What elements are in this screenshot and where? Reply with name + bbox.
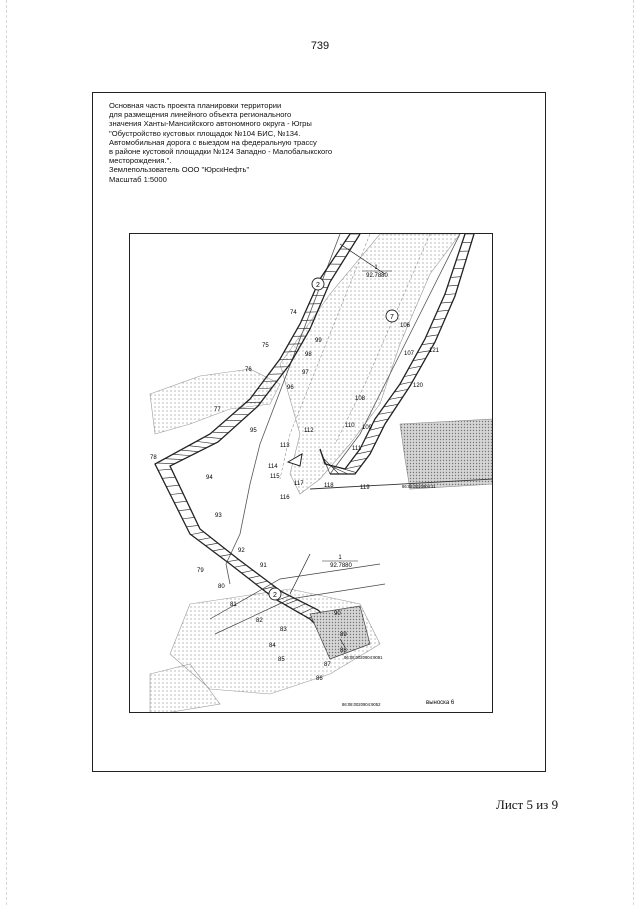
point-label: 96 [287, 385, 294, 391]
point-label: 94 [206, 475, 213, 481]
point-label: 75 [262, 343, 269, 349]
route-tick [158, 469, 171, 470]
point-label: 83 [280, 627, 287, 633]
point-label: 77 [214, 407, 221, 413]
scan-edge-left [6, 0, 7, 905]
point-label: 80 [218, 584, 225, 590]
route-tick [196, 441, 214, 443]
callout-label: выноска 6 [426, 700, 455, 706]
project-header [109, 101, 429, 184]
point-label: 110 [345, 423, 355, 429]
route-tick [453, 268, 463, 269]
route-tick [241, 570, 253, 572]
point-label: 95 [250, 428, 257, 434]
point-label: 98 [305, 352, 312, 358]
point-label: 87 [324, 662, 331, 668]
route-tick [248, 576, 260, 579]
point-label: 111 [352, 446, 362, 452]
point-label: 109 [362, 425, 373, 431]
scan-edge-right [633, 0, 634, 905]
point-label: 120 [413, 383, 424, 389]
point-label: 82 [256, 618, 263, 624]
route-tick [234, 565, 246, 567]
point-label: 85 [278, 657, 285, 663]
header-line: значения Ханты-Мансийского автономного округа - Югры [109, 119, 312, 129]
route-tick [186, 525, 198, 526]
point-label: 116 [280, 495, 290, 501]
point-label: 115 [270, 474, 280, 480]
cadastral-label: 86:08:0020904:9081 [344, 655, 383, 660]
point-label: 86 [316, 676, 323, 682]
circle-marker-label: 7 [390, 314, 394, 321]
point-label: 118 [324, 483, 334, 489]
point-label: 88 [340, 648, 347, 654]
circle-marker-label: 2 [316, 282, 320, 289]
point-label: 113 [280, 443, 290, 449]
header-line: "Обустройство кустовых площадок №104 БИС, №134. [109, 128, 301, 138]
cadastral-label: 86:08:0020904:11 [402, 484, 436, 489]
terrain-area [150, 369, 280, 434]
header-line: для размещения линейного объекта регионального [109, 110, 292, 120]
route-tick [198, 538, 211, 540]
route-tick [422, 343, 435, 345]
route-tick [441, 302, 452, 303]
fraction-numerator: 1 [374, 265, 378, 271]
terrain-area [400, 419, 493, 489]
fraction-denominator: 92.7880 [330, 563, 352, 569]
point-label: 107 [404, 351, 415, 357]
route-tick [430, 327, 442, 329]
route-tick [256, 581, 268, 584]
route-tick [173, 454, 191, 455]
header-line: месторождения.". [109, 156, 172, 166]
land-user: Землепользователь ООО "ЮрскНефть" [109, 165, 250, 175]
point-label: 78 [150, 455, 157, 461]
route-tick [413, 358, 426, 360]
route-tick [227, 560, 239, 562]
point-label: 112 [304, 428, 314, 434]
route-tick [434, 318, 446, 319]
point-label: 114 [268, 464, 278, 470]
point-label: 89 [340, 632, 347, 638]
sheet-number: Лист 5 из 9 [496, 797, 559, 812]
point-label: 84 [269, 643, 276, 649]
point-label: 119 [360, 485, 370, 491]
route-tick [451, 277, 461, 278]
point-label: 81 [230, 602, 237, 608]
point-label: 76 [245, 367, 252, 373]
route-tick [189, 446, 207, 448]
header-line: Основная часть проекта планировки территории [109, 101, 282, 110]
route-tick [426, 335, 438, 337]
point-label: 121 [429, 348, 440, 354]
point-label: 90 [334, 611, 341, 617]
route-tick [205, 543, 218, 545]
circle-marker-label: 2 [273, 592, 277, 599]
point-label: 91 [260, 563, 267, 569]
map-scale: Масштаб 1:5000 [109, 174, 167, 184]
route-tick [445, 294, 456, 295]
route-tick [191, 532, 204, 535]
route-tick [204, 437, 221, 439]
leader-line [290, 554, 310, 594]
route-tick [165, 459, 183, 460]
page-number: 739 [310, 40, 330, 52]
point-label: 99 [315, 338, 322, 344]
point-label: 97 [302, 370, 309, 376]
point-label: 108 [355, 396, 366, 402]
route-tick [448, 285, 459, 286]
fraction-numerator: 1 [338, 555, 342, 561]
point-label: 117 [294, 481, 304, 487]
route-tick [213, 549, 225, 551]
route-tick [178, 509, 190, 510]
planning-map [129, 233, 493, 713]
fraction-denominator: 92.7880 [366, 273, 388, 279]
route-tick [162, 477, 175, 478]
route-tick [182, 517, 194, 518]
point-label: 92 [238, 548, 245, 554]
route-tick [181, 450, 199, 452]
cadastral-label: 86:08:0020904:9052 [342, 702, 381, 707]
drawing-frame [92, 92, 546, 772]
point-label: 93 [215, 513, 222, 519]
point-label: 74 [290, 310, 297, 316]
header-line: в районе кустовой площадки №124 Западно - Малобалыкского [109, 147, 333, 157]
map-canvas [130, 234, 493, 713]
route-tick [157, 463, 175, 464]
point-label: 79 [197, 568, 204, 574]
header-line: Автомобильная дорога с выездом на федеральную трассу [109, 137, 317, 147]
route-tick [174, 501, 187, 502]
route-tick [437, 310, 449, 311]
route-tick [170, 493, 183, 494]
point-label: 106 [400, 323, 411, 329]
route-tick [166, 485, 179, 486]
